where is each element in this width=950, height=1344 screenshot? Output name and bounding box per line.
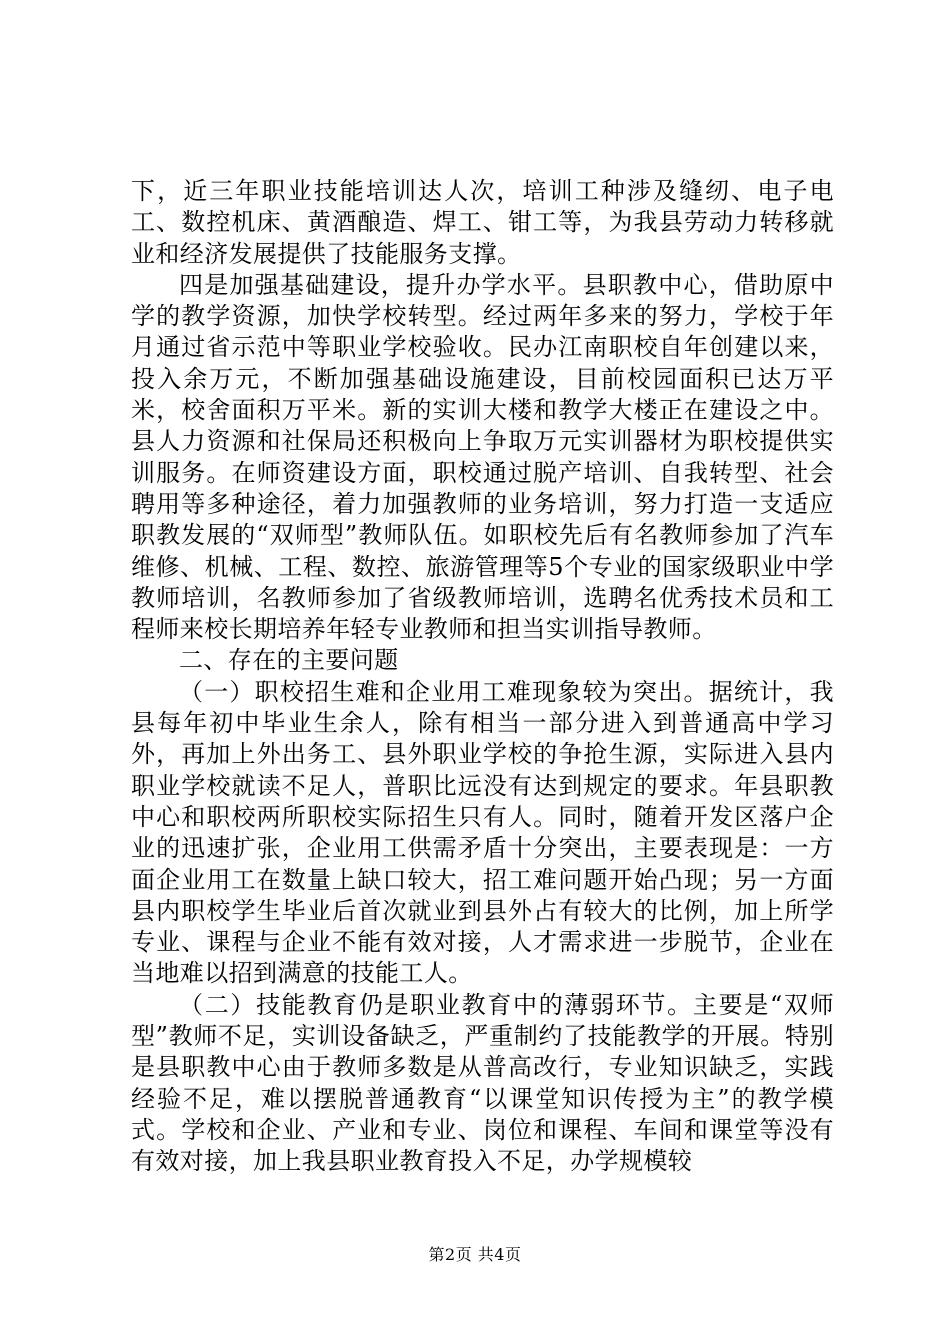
paragraph-1: 下，近三年职业技能培训达人次，培训工种涉及缝纫、电子电工、数控机床、黄酒酿造、焊工、钳工等，为我县劳动力转移就业和经济发展提供了技能服务支撑。 [131,177,834,268]
section-heading: 二、存在的主要问题 [179,646,399,675]
paragraph-3: （一）职校招生难和企业用工难现象较为突出。据统计，我县每年初中毕业生余人，除有相当一部分进入到普通高中学习外，再加上外出务工、县外职业学校的争抢生源，实际进入县内职业学校就读不足人，普职比远没有达到规定的要求。年县职教中心和职校两所职校实际招生只有人。同时，随着开发区落户企业的迅速扩张，企业用工供需矛盾十分突出，主要表现是：一方面企业用工在数量上缺口较大，招工难问题开始凸现；另一方面县内职校学生毕业后首次就业到县外占有较大的比例，加上所学专业、课程与企业不能有效对接，人才需求进一步脱节，企业在当地难以招到满意的技能工人。 [131,677,834,988]
paragraph-4: （二）技能教育仍是职业教育中的薄弱环节。主要是“双师型”教师不足，实训设备缺乏，严重制约了技能教学的开展。特别是县职教中心由于教师多数是从普高改行，专业知识缺乏，实践经验不足，难以摆脱普通教育“以课堂知识传授为主”的教学模式。学校和企业、产业和专业、岗位和课程、车间和课堂等没有有效对接，加上我县职业教育投入不足，办学规模较 [131,990,834,1176]
document-body [131,176,834,1178]
paragraph-2: 四是加强基础建设，提升办学水平。县职教中心，借助原中学的教学资源，加快学校转型。经过两年多来的努力，学校于年月通过省示范中等职业学校验收。民办江南职校自年创建以来，投入余万元，不断加强基础设施建设，目前校园面积已达万平米，校舍面积万平米。新的实训大楼和教学大楼正在建设之中。县人力资源和社保局还积极向上争取万元实训器材为职校提供实训服务。在师资建设方面，职校通过脱产培训、自我转型、社会聘用等多种途径，着力加强教师的业务培训，努力打造一支适应职教发展的“双师型”教师队伍。如职校先后有名教师参加了汽车维修、机械、工程、数控、旅游管理等5个专业的国家级职业中学教师培训，名教师参加了省级教师培训，选聘名优秀技术员和工程师来校长期培养年轻专业教师和担当实训指导教师。 [131,270,834,644]
page-number-footer: 第2页 共4页 [428,1245,522,1264]
